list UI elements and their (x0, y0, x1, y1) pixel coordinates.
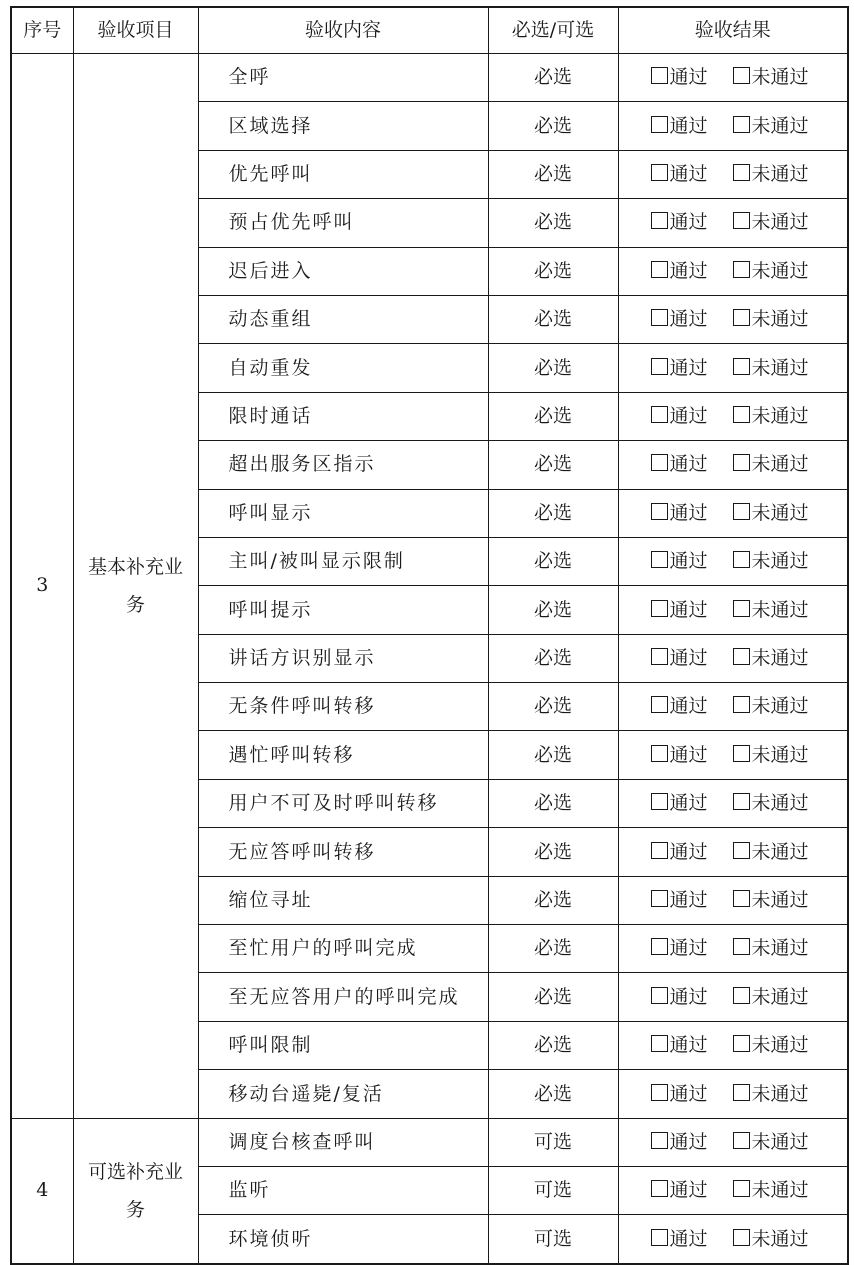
pass-checkbox-icon[interactable] (651, 358, 668, 375)
fail-checkbox-icon[interactable] (733, 648, 750, 665)
pass-option[interactable] (651, 792, 708, 815)
fail-option[interactable] (733, 260, 809, 283)
pass-option[interactable] (651, 599, 708, 622)
row-result (618, 54, 848, 102)
row-result (618, 586, 848, 634)
pass-label: 通过 (669, 259, 708, 282)
row-result (618, 1166, 848, 1214)
row-required: 必选 (488, 489, 618, 537)
row-required: 必选 (488, 54, 618, 102)
pass-label: 通过 (669, 840, 708, 863)
fail-label: 未通过 (751, 1179, 809, 1202)
row-result (618, 247, 848, 295)
row-result (618, 683, 848, 731)
fail-checkbox-icon[interactable] (733, 1035, 750, 1052)
row-result (618, 441, 848, 489)
pass-label: 通过 (669, 1227, 708, 1250)
row-required: 必选 (488, 1070, 618, 1118)
row-result (618, 392, 848, 440)
row-content: 呼叫显示 (198, 489, 488, 537)
row-content: 优先呼叫 (198, 150, 488, 198)
row-required: 必选 (488, 683, 618, 731)
row-content: 主叫/被叫显示限制 (198, 537, 488, 585)
pass-option[interactable] (651, 937, 708, 960)
fail-checkbox-icon[interactable] (733, 600, 750, 617)
row-result (618, 828, 848, 876)
row-result (618, 925, 848, 973)
pass-checkbox-icon[interactable] (651, 745, 668, 762)
group-item-cell (73, 54, 198, 1119)
header-seq: 序号 (11, 7, 73, 54)
row-required: 必选 (488, 925, 618, 973)
fail-label: 未通过 (751, 985, 809, 1008)
fail-option[interactable] (733, 550, 809, 573)
pass-label: 通过 (669, 695, 708, 718)
row-result (618, 1118, 848, 1166)
pass-option[interactable] (651, 695, 708, 718)
row-required: 必选 (488, 731, 618, 779)
pass-checkbox-icon[interactable] (651, 454, 668, 471)
fail-option[interactable] (733, 357, 809, 380)
pass-option[interactable] (651, 744, 708, 767)
pass-label: 通过 (669, 114, 708, 137)
fail-label: 未通过 (751, 598, 809, 621)
pass-label: 通过 (669, 163, 708, 186)
pass-label: 通过 (669, 550, 708, 573)
pass-option[interactable] (651, 308, 708, 331)
fail-checkbox-icon[interactable] (733, 454, 750, 471)
fail-checkbox-icon[interactable] (733, 212, 750, 229)
pass-option[interactable] (651, 405, 708, 428)
fail-option[interactable] (733, 792, 809, 815)
fail-label: 未通过 (751, 405, 809, 428)
fail-checkbox-icon[interactable] (733, 406, 750, 423)
pass-checkbox-icon[interactable] (651, 1229, 668, 1246)
fail-option[interactable] (733, 163, 809, 186)
fail-checkbox-icon[interactable] (733, 1132, 750, 1149)
group-item: 可选补充业务 (87, 1160, 183, 1221)
row-required: 必选 (488, 779, 618, 827)
row-content: 超出服务区指示 (198, 441, 488, 489)
fail-option[interactable] (733, 1083, 809, 1106)
fail-option[interactable] (733, 66, 809, 89)
pass-checkbox-icon[interactable] (651, 890, 668, 907)
pass-option[interactable] (651, 889, 708, 912)
fail-label: 未通过 (751, 888, 809, 911)
pass-label: 通过 (669, 985, 708, 1008)
pass-label: 通过 (669, 405, 708, 428)
fail-option[interactable] (733, 599, 809, 622)
pass-label: 通过 (669, 308, 708, 331)
fail-option[interactable] (733, 744, 809, 767)
fail-label: 未通过 (751, 1082, 809, 1105)
header-content: 验收内容 (198, 7, 488, 54)
fail-label: 未通过 (751, 792, 809, 815)
fail-option[interactable] (733, 889, 809, 912)
header-item: 验收项目 (73, 7, 198, 54)
row-content: 缩位寻址 (198, 876, 488, 924)
pass-checkbox-icon[interactable] (651, 503, 668, 520)
fail-option[interactable] (733, 453, 809, 476)
row-result (618, 876, 848, 924)
fail-option[interactable] (733, 986, 809, 1009)
row-result (618, 295, 848, 343)
pass-checkbox-icon[interactable] (651, 696, 668, 713)
row-result (618, 779, 848, 827)
fail-label: 未通过 (751, 66, 809, 89)
fail-checkbox-icon[interactable] (733, 696, 750, 713)
row-content: 至忙用户的呼叫完成 (198, 925, 488, 973)
fail-option[interactable] (733, 647, 809, 670)
row-required: 必选 (488, 150, 618, 198)
fail-checkbox-icon[interactable] (733, 1180, 750, 1197)
fail-checkbox-icon[interactable] (733, 116, 750, 133)
row-required: 必选 (488, 828, 618, 876)
pass-label: 通过 (669, 453, 708, 476)
group-item-cell (73, 1118, 198, 1264)
pass-option[interactable] (651, 66, 708, 89)
fail-option[interactable] (733, 405, 809, 428)
row-content: 预占优先呼叫 (198, 199, 488, 247)
fail-checkbox-icon[interactable] (733, 164, 750, 181)
pass-checkbox-icon[interactable] (651, 842, 668, 859)
pass-checkbox-icon[interactable] (651, 551, 668, 568)
row-content: 监听 (198, 1166, 488, 1214)
row-required: 可选 (488, 1215, 618, 1264)
fail-label: 未通过 (751, 308, 809, 331)
fail-option[interactable] (733, 1131, 809, 1154)
row-result (618, 344, 848, 392)
row-content: 用户不可及时呼叫转移 (198, 779, 488, 827)
table-body (11, 54, 848, 1264)
pass-label: 通过 (669, 1034, 708, 1057)
pass-checkbox-icon[interactable] (651, 648, 668, 665)
fail-option[interactable] (733, 937, 809, 960)
fail-label: 未通过 (751, 356, 809, 379)
pass-option[interactable] (651, 357, 708, 380)
row-content: 区域选择 (198, 102, 488, 150)
row-required: 必选 (488, 295, 618, 343)
row-result (618, 1215, 848, 1264)
header-row (11, 7, 848, 54)
fail-label: 未通过 (751, 501, 809, 524)
fail-label: 未通过 (751, 743, 809, 766)
fail-label: 未通过 (751, 163, 809, 186)
row-content: 呼叫提示 (198, 586, 488, 634)
row-content: 无条件呼叫转移 (198, 683, 488, 731)
pass-option[interactable] (651, 211, 708, 234)
pass-checkbox-icon[interactable] (651, 938, 668, 955)
pass-option[interactable] (651, 647, 708, 670)
row-content: 至无应答用户的呼叫完成 (198, 973, 488, 1021)
fail-option[interactable] (733, 1228, 809, 1251)
fail-label: 未通过 (751, 453, 809, 476)
row-required: 必选 (488, 102, 618, 150)
fail-checkbox-icon[interactable] (733, 551, 750, 568)
fail-label: 未通过 (751, 1034, 809, 1057)
row-required: 必选 (488, 247, 618, 295)
fail-label: 未通过 (751, 114, 809, 137)
row-content: 遇忙呼叫转移 (198, 731, 488, 779)
row-content: 调度台核查呼叫 (198, 1118, 488, 1166)
fail-checkbox-icon[interactable] (733, 745, 750, 762)
row-result (618, 537, 848, 585)
pass-label: 通过 (669, 598, 708, 621)
pass-label: 通过 (669, 888, 708, 911)
row-result (618, 150, 848, 198)
pass-label: 通过 (669, 1130, 708, 1153)
fail-checkbox-icon[interactable] (733, 503, 750, 520)
row-required: 可选 (488, 1166, 618, 1214)
fail-option[interactable] (733, 308, 809, 331)
fail-checkbox-icon[interactable] (733, 309, 750, 326)
row-result (618, 973, 848, 1021)
row-required: 必选 (488, 199, 618, 247)
row-result (618, 199, 848, 247)
pass-checkbox-icon[interactable] (651, 406, 668, 423)
row-result (618, 634, 848, 682)
fail-checkbox-icon[interactable] (733, 67, 750, 84)
fail-option[interactable] (733, 1034, 809, 1057)
row-content: 自动重发 (198, 344, 488, 392)
row-content: 限时通话 (198, 392, 488, 440)
pass-label: 通过 (669, 1082, 708, 1105)
fail-checkbox-icon[interactable] (733, 261, 750, 278)
fail-option[interactable] (733, 211, 809, 234)
pass-checkbox-icon[interactable] (651, 1035, 668, 1052)
pass-label: 通过 (669, 743, 708, 766)
pass-label: 通过 (669, 356, 708, 379)
pass-label: 通过 (669, 501, 708, 524)
pass-option[interactable] (651, 1228, 708, 1251)
fail-label: 未通过 (751, 259, 809, 282)
pass-option[interactable] (651, 1179, 708, 1202)
fail-label: 未通过 (751, 695, 809, 718)
pass-option[interactable] (651, 260, 708, 283)
pass-checkbox-icon[interactable] (651, 67, 668, 84)
pass-checkbox-icon[interactable] (651, 1132, 668, 1149)
table-row (11, 54, 848, 102)
row-result (618, 489, 848, 537)
table-row (11, 1118, 848, 1166)
fail-checkbox-icon[interactable] (733, 987, 750, 1004)
header-result: 验收结果 (618, 7, 848, 54)
fail-checkbox-icon[interactable] (733, 890, 750, 907)
group-item: 基本补充业务 (87, 555, 183, 616)
row-result (618, 102, 848, 150)
fail-option[interactable] (733, 502, 809, 525)
fail-label: 未通过 (751, 1130, 809, 1153)
group-seq: 3 (11, 54, 73, 1119)
fail-label: 未通过 (751, 1227, 809, 1250)
pass-label: 通过 (669, 211, 708, 234)
fail-checkbox-icon[interactable] (733, 358, 750, 375)
row-result (618, 1021, 848, 1069)
row-required: 必选 (488, 537, 618, 585)
row-content: 无应答呼叫转移 (198, 828, 488, 876)
row-required: 必选 (488, 1021, 618, 1069)
fail-label: 未通过 (751, 840, 809, 863)
row-content: 讲话方识别显示 (198, 634, 488, 682)
row-result (618, 1070, 848, 1118)
row-content: 迟后进入 (198, 247, 488, 295)
pass-label: 通过 (669, 937, 708, 960)
pass-checkbox-icon[interactable] (651, 1084, 668, 1101)
pass-option[interactable] (651, 550, 708, 573)
pass-option[interactable] (651, 1034, 708, 1057)
row-content: 移动台遥毙/复活 (198, 1070, 488, 1118)
row-content: 动态重组 (198, 295, 488, 343)
row-required: 必选 (488, 344, 618, 392)
fail-label: 未通过 (751, 937, 809, 960)
pass-option[interactable] (651, 453, 708, 476)
fail-checkbox-icon[interactable] (733, 793, 750, 810)
pass-checkbox-icon[interactable] (651, 1180, 668, 1197)
row-required: 必选 (488, 441, 618, 489)
pass-option[interactable] (651, 841, 708, 864)
row-required: 必选 (488, 586, 618, 634)
pass-label: 通过 (669, 792, 708, 815)
pass-label: 通过 (669, 1179, 708, 1202)
pass-option[interactable] (651, 115, 708, 138)
pass-option[interactable] (651, 1131, 708, 1154)
fail-checkbox-icon[interactable] (733, 842, 750, 859)
row-content: 环境侦听 (198, 1215, 488, 1264)
row-content: 呼叫限制 (198, 1021, 488, 1069)
pass-checkbox-icon[interactable] (651, 261, 668, 278)
pass-option[interactable] (651, 163, 708, 186)
pass-checkbox-icon[interactable] (651, 987, 668, 1004)
row-required: 必选 (488, 392, 618, 440)
fail-label: 未通过 (751, 550, 809, 573)
row-content: 全呼 (198, 54, 488, 102)
pass-checkbox-icon[interactable] (651, 793, 668, 810)
pass-checkbox-icon[interactable] (651, 600, 668, 617)
group-seq: 4 (11, 1118, 73, 1264)
row-required: 必选 (488, 634, 618, 682)
row-required: 可选 (488, 1118, 618, 1166)
fail-checkbox-icon[interactable] (733, 1084, 750, 1101)
fail-checkbox-icon[interactable] (733, 1229, 750, 1246)
pass-checkbox-icon[interactable] (651, 309, 668, 326)
acceptance-table (10, 6, 849, 1265)
fail-option[interactable] (733, 115, 809, 138)
fail-label: 未通过 (751, 646, 809, 669)
row-result (618, 731, 848, 779)
pass-checkbox-icon[interactable] (651, 212, 668, 229)
pass-label: 通过 (669, 646, 708, 669)
fail-option[interactable] (733, 695, 809, 718)
pass-option[interactable] (651, 502, 708, 525)
fail-option[interactable] (733, 841, 809, 864)
row-required: 必选 (488, 876, 618, 924)
header-required: 必选/可选 (488, 7, 618, 54)
pass-option[interactable] (651, 1083, 708, 1106)
pass-checkbox-icon[interactable] (651, 116, 668, 133)
pass-checkbox-icon[interactable] (651, 164, 668, 181)
row-required: 必选 (488, 973, 618, 1021)
fail-checkbox-icon[interactable] (733, 938, 750, 955)
fail-label: 未通过 (751, 211, 809, 234)
fail-option[interactable] (733, 1179, 809, 1202)
pass-option[interactable] (651, 986, 708, 1009)
pass-label: 通过 (669, 66, 708, 89)
